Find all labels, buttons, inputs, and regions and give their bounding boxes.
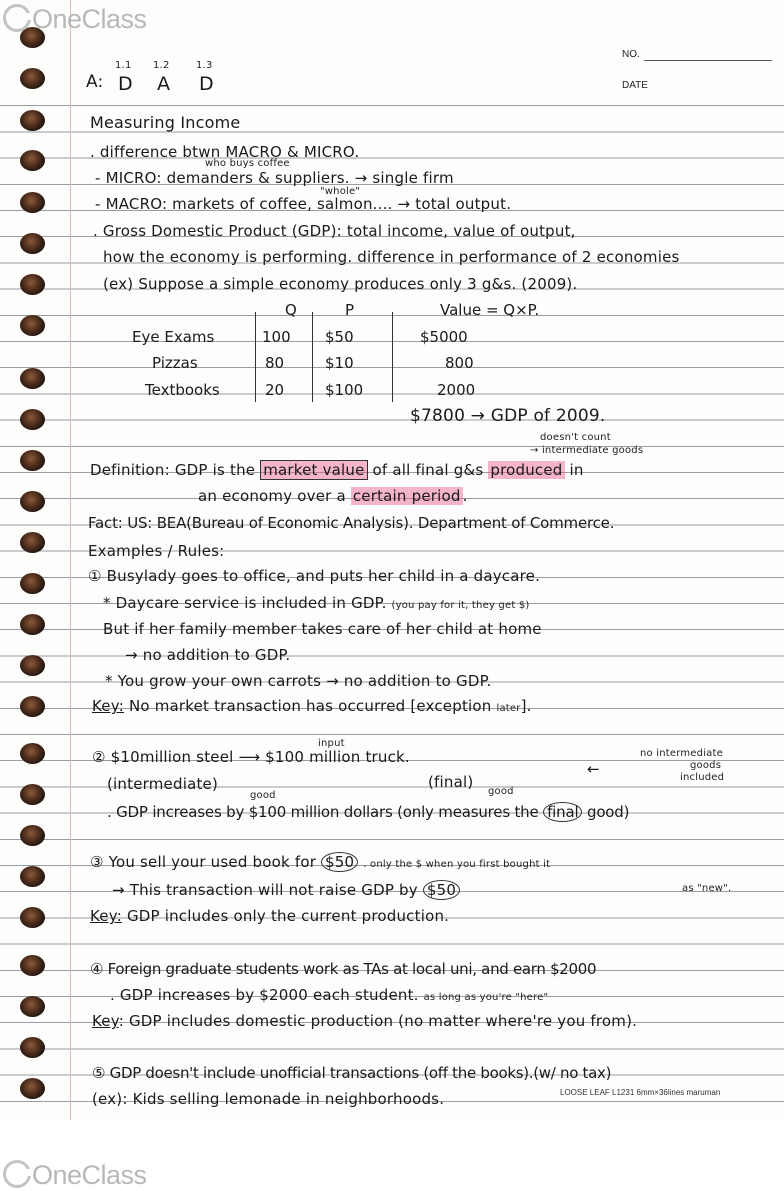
circled-final: final <box>543 802 582 822</box>
ex2-line-3 <box>107 803 629 821</box>
table-row-item: Eye Exams <box>132 328 215 346</box>
table-row-p: $100 <box>325 381 364 399</box>
paper-brand: LOOSE LEAF L1231 6mm×36lines maruman <box>560 1088 721 1097</box>
binder-hole <box>20 110 45 131</box>
ex4-note: as long as you're "here" <box>423 992 549 1003</box>
definition-text: Definition: GDP is the <box>90 461 256 479</box>
side-note-1: no intermediate <box>640 748 723 759</box>
ex3-key <box>90 907 449 925</box>
table-row-value: 2000 <box>437 381 476 399</box>
ex2-text: ② $10million steel <box>92 748 234 766</box>
circled-amount: $50 <box>321 852 358 872</box>
ex3-line-1 <box>90 853 550 871</box>
definition-text: in <box>569 461 584 479</box>
table-row-q: 80 <box>265 354 285 372</box>
ex2-final: (final) <box>428 773 474 791</box>
note-who-buys: who buys coffee <box>205 158 290 169</box>
binder-hole <box>20 368 45 389</box>
table-divider <box>392 312 393 402</box>
ex1-note: (you pay for it, they get $) <box>391 600 530 611</box>
no-line <box>644 60 772 61</box>
ex1-key <box>92 697 532 715</box>
definition-text: of all final g&s <box>372 461 484 479</box>
ex3-line-2 <box>112 881 460 899</box>
binder-hole <box>20 743 45 764</box>
line-macro: - MACRO: markets of coffee, salmon.... → total output. <box>95 195 512 213</box>
answer-num-2: 1.2 <box>153 60 170 71</box>
table-header-q: Q <box>285 301 297 319</box>
binder-hole <box>20 1037 45 1058</box>
binder-hole <box>20 315 45 336</box>
binder-hole <box>20 907 45 928</box>
binder-hole <box>20 532 45 553</box>
table-divider <box>255 312 256 402</box>
answer-num-1: 1.1 <box>115 60 132 71</box>
margin-line <box>70 0 71 1120</box>
oneclass-icon <box>3 1160 31 1188</box>
answer-num-3: 1.3 <box>196 60 213 71</box>
side-note-3: included <box>680 772 725 783</box>
table-total: $7800 → GDP of 2009. <box>410 406 606 426</box>
line-diff: . difference btwn MACRO & MICRO. <box>90 143 360 161</box>
examples-title: Examples / Rules: <box>88 542 225 560</box>
key-label: Key <box>92 1012 119 1030</box>
oneclass-logo-bottom: OneClass <box>3 1160 147 1191</box>
binder-hole <box>20 409 45 430</box>
table-row-q: 100 <box>262 328 291 346</box>
line-example: (ex) Suppose a simple economy produces only 3 g&s. (2009). <box>103 275 578 293</box>
no-label: NO. <box>622 49 640 60</box>
ex2-text: good) <box>587 803 630 821</box>
answer-letter-2: A <box>157 73 171 95</box>
table-row-p: $10 <box>325 354 354 372</box>
ex5-line-1: ⑤ GDP doesn't include unofficial transactions (off the books).(w/ no tax) <box>92 1064 612 1082</box>
answer-letter-3: D <box>199 73 214 95</box>
binder-hole <box>20 655 45 676</box>
table-row-value: 800 <box>445 354 474 372</box>
arrow-left-icon: ← <box>587 760 600 778</box>
key-label: Key: <box>92 697 124 715</box>
circled-amount: $50 <box>423 880 460 900</box>
binder-hole <box>20 825 45 846</box>
note-whole: "whole" <box>320 186 361 197</box>
oneclass-icon <box>3 4 31 32</box>
binder-hole <box>20 866 45 887</box>
ex3-note: . only the $ when you first bought it <box>363 859 551 870</box>
table-divider <box>312 312 313 402</box>
binder-hole <box>20 955 45 976</box>
binder-hole <box>20 192 45 213</box>
side-note-2: goods <box>690 760 722 771</box>
table-row-q: 20 <box>265 381 285 399</box>
fact-line: Fact: US: BEA(Bureau of Economic Analysis). Department of Commerce. <box>88 514 615 532</box>
ex1-line-2 <box>103 594 530 612</box>
binder-hole <box>20 233 45 254</box>
ex2-text: . GDP increases by $100 million dollars (only measures the <box>107 803 539 821</box>
table-header-p: P <box>345 301 355 319</box>
note-good-2: good <box>488 786 514 797</box>
binder-hole <box>20 450 45 471</box>
ex3-text: → This transaction will not raise GDP by <box>112 881 418 899</box>
highlight-produced: produced <box>490 461 563 479</box>
answer-letter-1: D <box>118 73 133 95</box>
ex2-text: $100 million truck. <box>265 748 410 766</box>
line-gdp: . Gross Domestic Product (GDP): total income, value of output, <box>93 222 576 240</box>
date-label: DATE <box>622 80 648 91</box>
ex1-line-4: → no addition to GDP. <box>125 646 291 664</box>
note-doesnt-count: doesn't count <box>540 432 611 443</box>
ex1-line-5: * You grow your own carrots → no addition to GDP. <box>105 672 492 690</box>
binder-hole <box>20 996 45 1017</box>
key-label: Key: <box>90 907 122 925</box>
binder-hole <box>20 150 45 171</box>
ex2-line-1 <box>92 748 410 766</box>
table-row-value: $5000 <box>420 328 468 346</box>
highlight-certain-period: certain period <box>352 487 461 505</box>
binder-hole <box>20 1078 45 1099</box>
key-text: No market transaction has occurred [exception <box>128 697 492 715</box>
ex4-line-1: ④ Foreign graduate students work as TAs at local uni, and earn $2000 <box>90 960 597 978</box>
binder-hole <box>20 491 45 512</box>
key-text: GDP includes only the current production. <box>126 907 450 925</box>
oneclass-logo-top: OneClass <box>3 4 147 35</box>
definition-line-1 <box>90 461 584 479</box>
definition-text: an economy over a <box>198 487 346 505</box>
binder-hole <box>20 274 45 295</box>
definition-text: . <box>462 487 468 505</box>
key-text: : GDP includes domestic production (no matter where're you from). <box>118 1012 638 1030</box>
ex1-line-1: ① Busylady goes to office, and puts her child in a daycare. <box>88 567 541 585</box>
arrow-right-icon: ⟶ <box>238 748 261 766</box>
highlight-market-value: market value <box>260 460 367 480</box>
ex3-new-note: as "new". <box>682 883 732 894</box>
binder-hole <box>20 614 45 635</box>
ex4-line-2 <box>110 986 548 1004</box>
ex4-key <box>92 1012 637 1030</box>
table-row-item: Pizzas <box>152 354 198 372</box>
binder-hole <box>20 696 45 717</box>
ex2-intermediate: (intermediate) <box>107 775 219 793</box>
ex1-text: * Daycare service is included in GDP. <box>103 594 387 612</box>
answer-prefix: A: <box>86 72 104 92</box>
line-performance: how the economy is performing. difference in performance of 2 economies <box>103 248 680 266</box>
note-good-1: good <box>250 790 276 801</box>
ex4-text: . GDP increases by $2000 each student. <box>110 986 419 1004</box>
binder-hole <box>20 784 45 805</box>
binder-hole <box>20 68 45 89</box>
table-header-value: Value = Q×P. <box>440 301 540 319</box>
binder-hole <box>20 573 45 594</box>
page-title: Measuring Income <box>90 113 241 132</box>
table-row-item: Textbooks <box>145 381 220 399</box>
key-note: later <box>496 703 521 714</box>
definition-line-2 <box>198 487 468 505</box>
ex5-line-2: (ex): Kids selling lemonade in neighborhoods. <box>92 1090 445 1108</box>
line-micro: - MICRO: demanders & suppliers. → single firm <box>95 169 454 187</box>
key-text: ]. <box>520 697 532 715</box>
note-input: input <box>318 738 345 749</box>
note-intermediate: → intermediate goods <box>530 445 644 456</box>
table-row-p: $50 <box>325 328 354 346</box>
ex1-line-3: But if her family member takes care of her child at home <box>103 620 542 638</box>
ex3-text: ③ You sell your used book for <box>90 853 317 871</box>
